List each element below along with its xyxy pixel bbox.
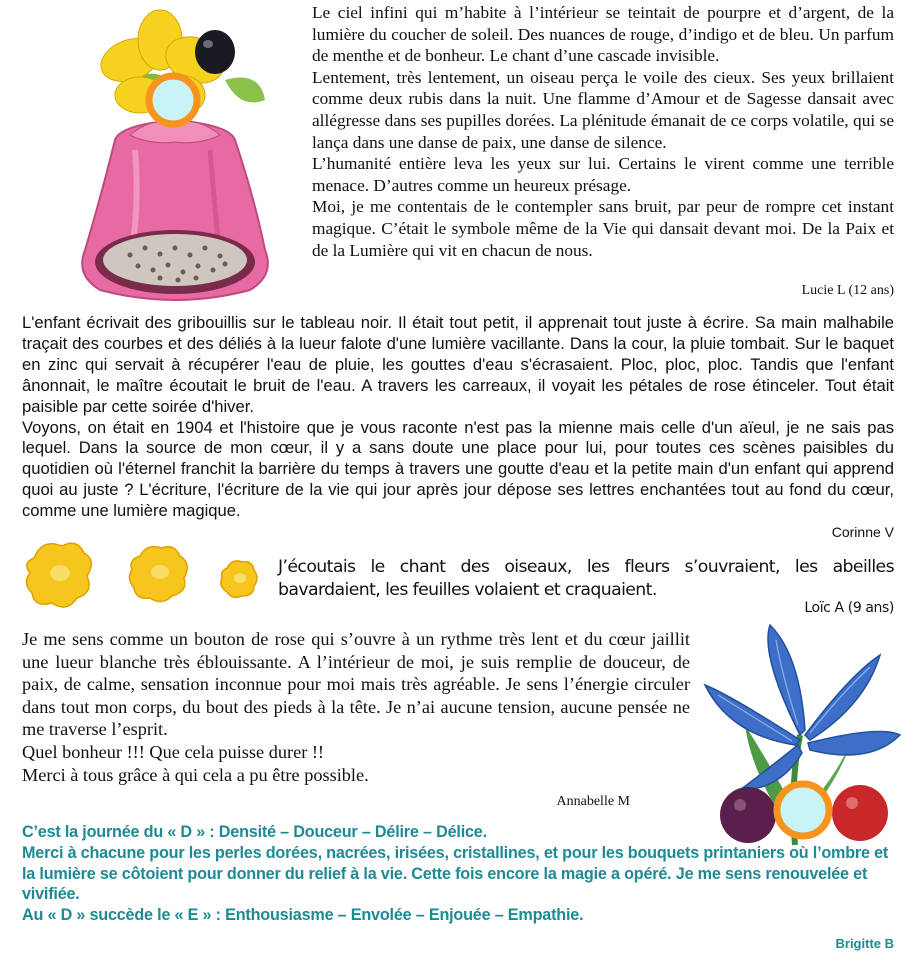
lucie-paragraph-3: L’humanité entière leva les yeux sur lui. Certains le virent comme une terrible menace. D’autres comme un heureux présage.	[312, 154, 894, 195]
lucie-text-block	[312, 2, 894, 261]
annabelle-text-block	[22, 628, 690, 786]
annabelle-line-3: Merci à tous grâce à qui cela a pu être possible.	[22, 764, 369, 785]
brigitte-line-1: C’est la journée du « D » : Densité – Douceur – Délire – Délice.	[22, 823, 487, 841]
brigitte-line-2: Merci à chacune pour les perles dorées, nacrées, irisées, cristallines, et pour les bouquets printaniers où l’ombre et la lumière se côtoient pour donner du relief à la vie. Cette fois encore la magie a opéré. Je me sens renouvelée et vivifiée.	[22, 843, 889, 904]
corinne-text-block	[22, 313, 894, 522]
lucie-paragraph-4: Moi, je me contentais de le contempler sans bruit, par peur de rompre cet instant magique. C’était le symbole même de la Vie qui dansait devant moi. De la Paix et de la Lumière qui vit en chacun de nous.	[312, 197, 894, 260]
lucie-signature: Lucie L (12 ans)	[801, 283, 894, 298]
brigitte-line-3: Au « D » succède le « E » : Enthousiasme – Envolée – Enjouée – Empathie.	[22, 906, 584, 925]
corinne-paragraph-1: L'enfant écrivait des gribouillis sur le tableau noir. Il était tout petit, il apprenait tout juste à écrire. Sa main malhabile traçait des courbes et des déliés à la lueur falote d'une lumière vacillante. Dans la cour, la pluie tombait. Sur le baquet en zinc qui servait à récupérer l'eau de pluie, les gouttes d'eau s'écrasaient. Ploc, ploc, ploc. Tandis que l'enfant ânonnait, le maître écoutait le bruit de l'eau. A travers les carreaux, il voyait les pétales de rose étinceler. Tout était paisible par cette soirée d'hiver.	[22, 313, 894, 416]
yellow-flowers-illustration	[22, 538, 262, 618]
loic-signature: Loïc A (9 ans)	[804, 600, 894, 616]
lucie-paragraph-1: Le ciel infini qui m’habite à l’intérieur se teintait de pourpre et d’argent, de la lumière du coucher de soleil. Des nuances de rouge, d’indigo et de bleu. Un parfum de menthe et de bonheur. Le chant d’une cascade invisible.	[312, 3, 894, 66]
corinne-signature: Corinne V	[831, 524, 894, 540]
brigitte-signature: Brigitte B	[835, 936, 894, 951]
pink-bell-flower-illustration	[60, 10, 290, 310]
annabelle-line-2: Quel bonheur !!! Que cela puisse durer !!	[22, 741, 325, 762]
brigitte-text-block	[22, 822, 894, 926]
corinne-paragraph-2: Voyons, on était en 1904 et l'histoire que je vous raconte n'est pas la mienne mais celle d'un aïeul, je ne sais pas lequel. Dans la source de mon cœur, il y a sans doute une place pour lui, pour toutes ces scènes paisibles du quotidien où l'éternel franchit la barrière du temps à travers une goutte d'eau et la petite main d'un enfant qui apprend quoi au juste ? L'écriture, l'écriture de la vie qui jour après jour dépose ses lettres enchantées tout au fond du cœur, comme une lumière magique.	[22, 417, 894, 521]
loic-text: J’écoutais le chant des oiseaux, les fleurs s’ouvraient, les abeilles bavardaient, les feuilles volaient et craquaient.	[278, 557, 894, 600]
annabelle-signature: Annabelle M	[556, 794, 630, 809]
lucie-paragraph-2: Lentement, très lentement, un oiseau perça le voile des cieux. Ses yeux brillaient comme deux rubis dans la nuit. Une flamme d’Amour et de Sagesse dansait avec allégresse dans ses pupilles dorées. La plénitude émanait de ce corps volatile, qui se lança dans une danse de paix, une danse de silence.	[312, 67, 894, 152]
orange-ring-marker	[143, 70, 203, 130]
annabelle-paragraph: Je me sens comme un bouton de rose qui s’ouvre à un rythme très lent et du cœur jaillit une lueur blanche très éblouissante. A l’intérieur de moi, je suis remplie de douceur, de paix, de calme, sensation inconnue pour moi mais très agréable. Je sens l’énergie circuler dans tout mon corps, du bout des pieds à la tête. Je n’ai aucune tension, aucune pensée ne me traverse l’esprit.	[22, 629, 690, 740]
